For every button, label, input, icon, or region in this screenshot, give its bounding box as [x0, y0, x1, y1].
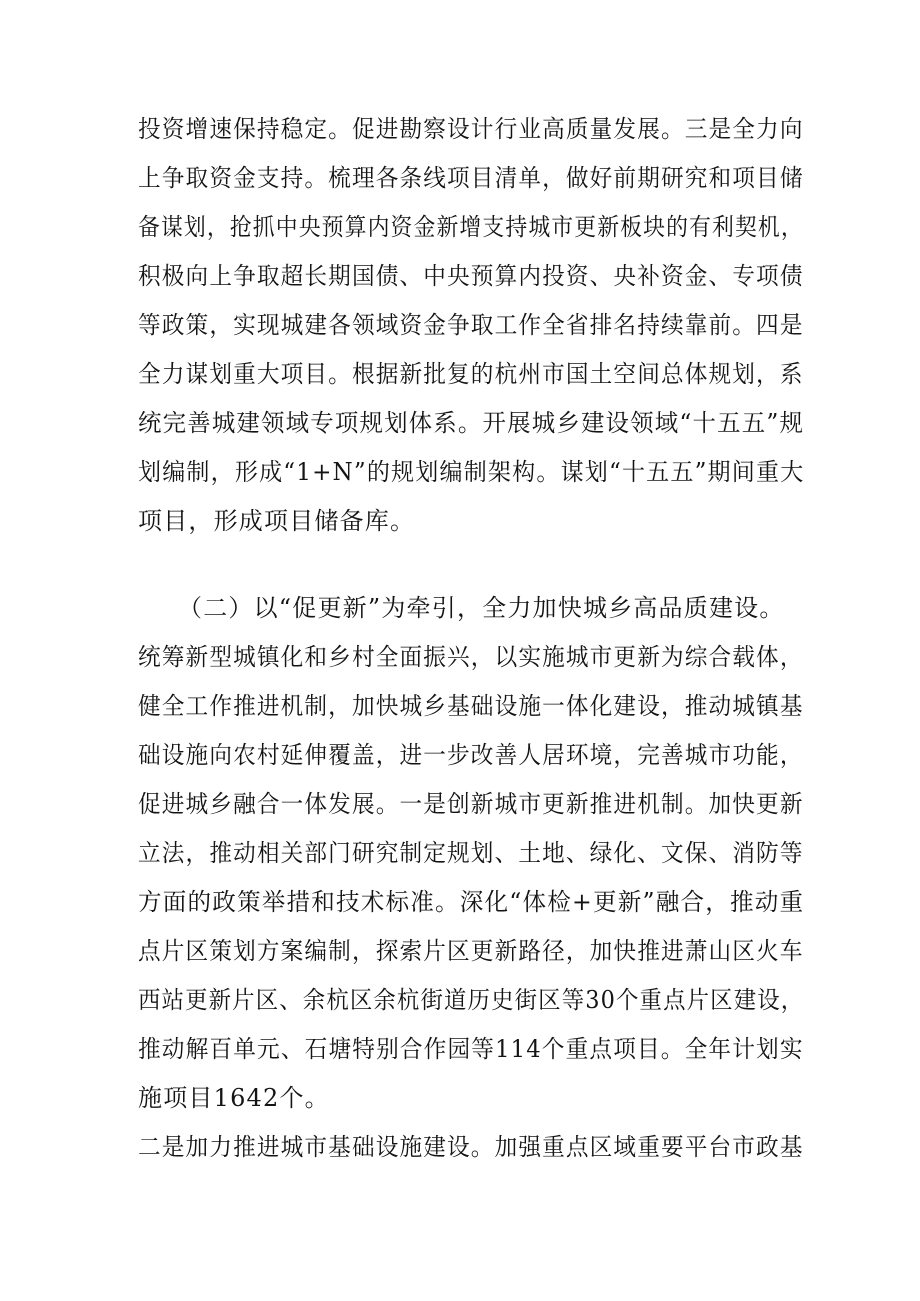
text-line: 施项目1642个。 [138, 1084, 330, 1112]
section-heading: （二）以“促更新”为牵引，全力加快城乡高品质建设。 [178, 594, 785, 622]
text-line: 西站更新片区、余杭区余杭街道历史街区等30个重点片区建设， [138, 986, 805, 1014]
text-line: 投资增速保持稳定。促进勘察设计行业高质量发展。三是全力向 [138, 115, 804, 143]
text-line: 础设施向农村延伸覆盖，进一步改善人居环境，完善城市功能， [138, 741, 804, 769]
text-line: 统筹新型城镇化和乡村全面振兴，以实施城市更新为综合载体， [138, 643, 804, 671]
text-line: 积极向上争取超长期国债、中央预算内投资、央补资金、专项债 [138, 262, 804, 290]
text-line: 上争取资金支持。梳理各条线项目清单，做好前期研究和项目储 [138, 164, 804, 192]
text-line: 立法，推动相关部门研究制定规划、土地、绿化、文保、消防等 [138, 839, 804, 867]
text-line: 全力谋划重大项目。根据新批复的杭州市国土空间总体规划，系 [138, 360, 804, 388]
text-line: 统完善城建领域专项规划体系。开展城乡建设领域“十五五”规 [138, 409, 805, 437]
text-line: 健全工作推进机制，加快城乡基础设施一体化建设，推动城镇基 [138, 692, 804, 720]
text-line: 二是加力推进城市基础设施建设。加强重点区域重要平台市政基 [138, 1133, 804, 1161]
text-line: 方面的政策举措和技术标准。深化“体检+更新”融合，推动重 [138, 888, 805, 916]
text-line: 项目，形成项目储备库。 [138, 507, 416, 535]
text-line: 促进城乡融合一体发展。一是创新城市更新推进机制。加快更新 [138, 790, 804, 818]
text-line: 推动解百单元、石塘特别合作园等114个重点项目。全年计划实 [138, 1035, 804, 1063]
text-line: 点片区策划方案编制，探索片区更新路径，加快推进萧山区火车 [138, 937, 804, 965]
text-line: 备谋划，抢抓中央预算内资金新增支持城市更新板块的有利契机， [138, 213, 804, 241]
text-line: 划编制，形成“1+N”的规划编制架构。谋划“十五五”期间重大 [138, 458, 805, 486]
text-line: 等政策，实现城建各领域资金争取工作全省排名持续靠前。四是 [138, 311, 804, 339]
